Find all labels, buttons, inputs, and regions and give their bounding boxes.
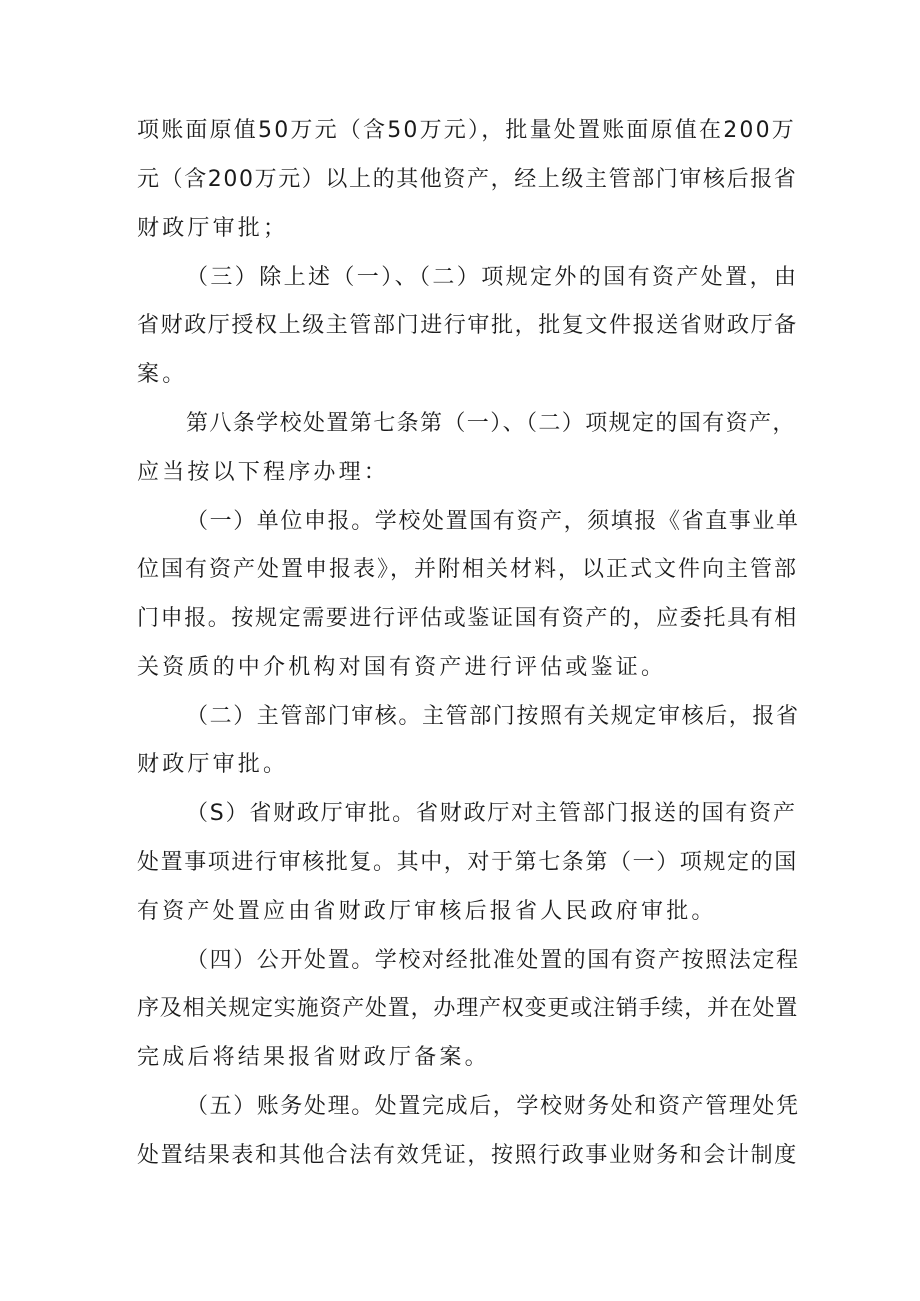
paragraph-start-line: （三）除上述（一）、（二）项规定外的国有资产处置，由: [186, 265, 799, 290]
text-line: 有资产处置应由省财政厅审核后报省人民政府审批。: [137, 899, 717, 924]
text-line: 项账面原值50万元（含50万元），批量处置账面原值在200万: [137, 118, 796, 143]
paragraph-start-line: （S）省财政厅审批。省财政厅对主管部门报送的国有资产: [186, 801, 797, 826]
text-line: 处置结果表和其他合法有效凭证，按照行政事业财务和会计制度: [137, 1143, 798, 1168]
text-line: 应当按以下程序办理：: [137, 460, 390, 485]
text-line: 财政厅审批。: [137, 752, 289, 777]
paragraph-start-line: （一）单位申报。学校处置国有资产，须填报《省直事业单: [186, 509, 800, 534]
text-line: 序及相关规定实施资产处置，办理产权变更或注销手续，并在处置: [137, 996, 799, 1021]
text-line: 省财政厅授权上级主管部门进行审批，批复文件报送省财政厅备: [137, 313, 798, 338]
paragraph-start-line: （四）公开处置。学校对经批准处置的国有资产按照法定程: [186, 948, 800, 973]
text-line: 位国有资产处置申报表》，并附相关材料，以正式文件向主管部: [137, 557, 799, 582]
paragraph-start-line: （二）主管部门审核。主管部门按照有关规定审核后，报省: [186, 704, 800, 729]
text-line: 案。: [137, 362, 188, 387]
paragraph-start-line: （五）账务处理。处置完成后，学校财务处和资产管理处凭: [186, 1094, 800, 1119]
text-line: 关资质的中介机构对国有资产进行评估或鉴证。: [137, 655, 667, 680]
article-heading-line: 第八条学校处置第七条第（一）、（二）项规定的国有资产，: [186, 411, 796, 436]
text-line: 财政厅审批；: [137, 216, 289, 241]
text-line: 元（含200万元）以上的其他资产，经上级主管部门审核后报省: [137, 167, 798, 192]
text-line: 处置事项进行审核批复。其中，对于第七条第（一）项规定的国: [137, 850, 798, 875]
text-line: 完成后将结果报省财政厅备案。: [137, 1045, 490, 1070]
text-line: 门申报。按规定需要进行评估或鉴证国有资产的，应委托具有相: [137, 606, 798, 631]
